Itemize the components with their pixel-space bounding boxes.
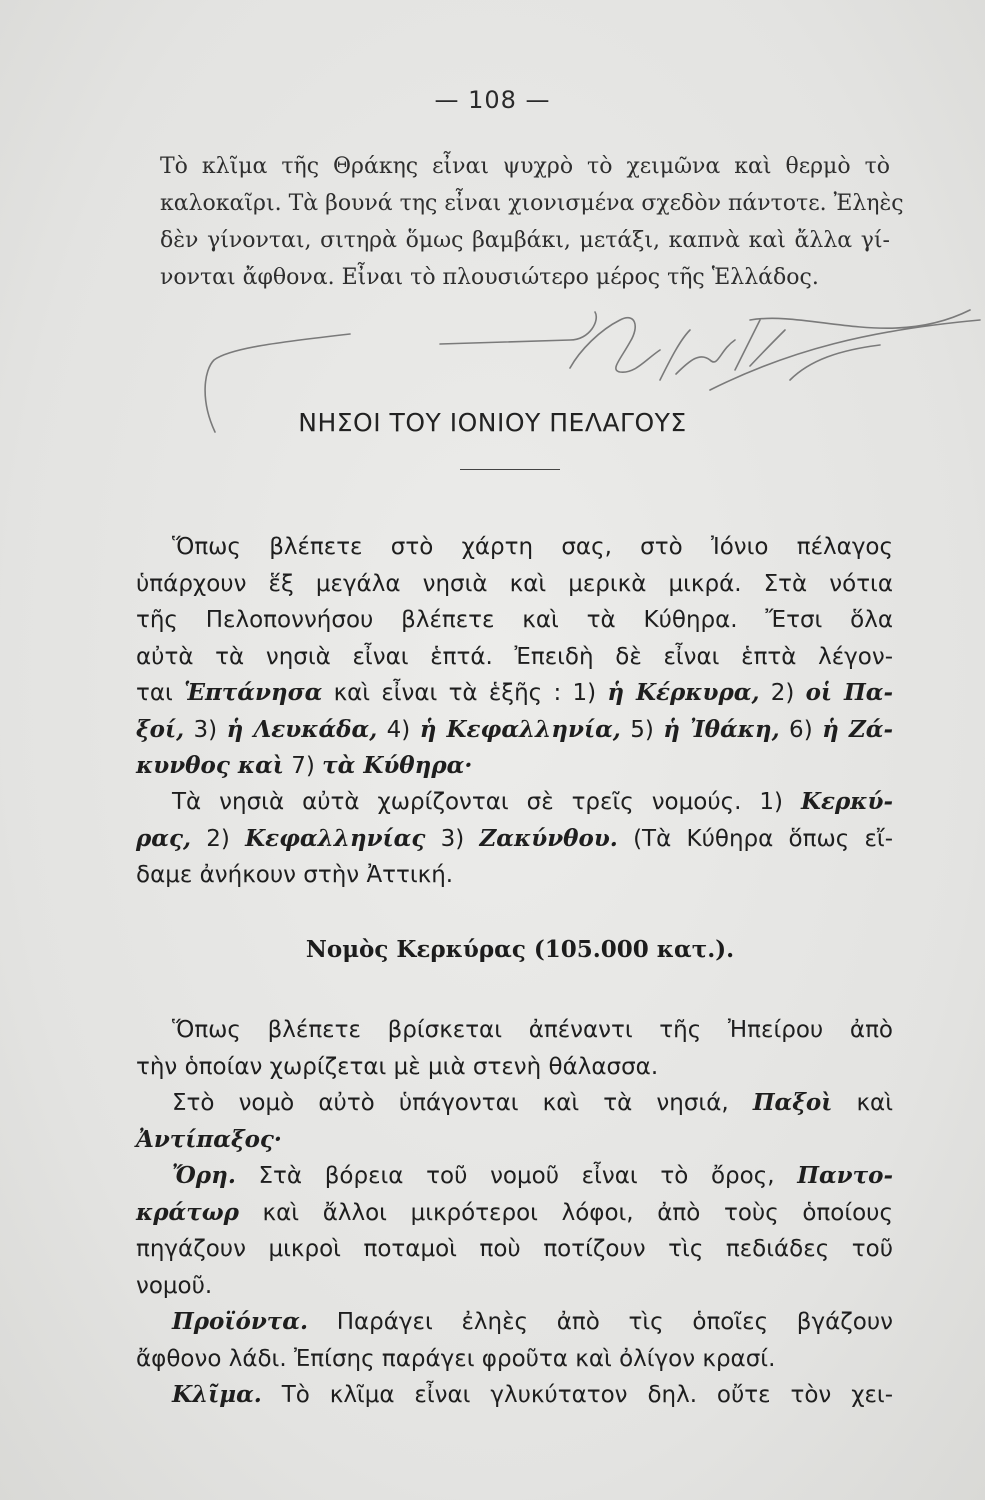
text-line: Ἀντίπαξος· (136, 1125, 282, 1153)
section1-paragraph1 (136, 529, 893, 785)
text-line: τὴν ὁποίαν χωρίζεται μὲ μιὰ στενὴ θάλασσα. (136, 1053, 659, 1080)
text-line: κυνθος καὶ 7) τὰ Κύθηρα· (136, 752, 473, 779)
text-line: Ὅπως βλέπετε βρίσκεται ἀπέναντι τῆς Ἠπείρου ἀπὸ (172, 1017, 893, 1043)
divider (460, 469, 560, 470)
page-number: — 108 — (434, 86, 551, 114)
intro-paragraph (160, 148, 904, 296)
text-line: Ὅπως βλέπετε στὸ χάρτη σας, στὸ Ἰόνιο πέλαγος (172, 534, 893, 560)
text-line: ὑπάρχουν ἕξ μεγάλα νησιὰ καὶ μερικὰ μικρά. Στὰ νότια (136, 570, 893, 597)
text-line: Τὰ νησιὰ αὐτὰ χωρίζονται σὲ τρεῖς νομούς. 1) Κερκύ- (172, 788, 893, 815)
section-heading: ΝΗΣΟΙ ΤΟΥ ΙΟΝΙΟΥ ΠΕΛΑΓΟΥΣ (298, 408, 687, 437)
section-subheading: Νομὸς Κερκύρας (105.000 κατ.). (305, 936, 735, 963)
text-line: Προϊόντα. Παράγει ἐληὲς ἀπὸ τὶς ὁποῖες βγάζουν (172, 1308, 893, 1335)
text-line: ξοί, 3) ἡ Λευκάδα, 4) ἡ Κεφαλληνία, 5) ἡ Ἰθάκη, 6) ἡ Ζά- (136, 715, 893, 743)
text-line: καλοκαῖρι. Τὰ βουνά της εἶναι χιονισμένα σχεδὸν πάντοτε. Ἐληὲς (160, 191, 904, 216)
text-line: δαμε ἀνήκουν στὴν Ἀττική. (136, 862, 454, 888)
text-line: Ὄρη. Στὰ βόρεια τοῦ νομοῦ εἶναι τὸ ὄρος, Παντο- (172, 1162, 893, 1189)
text-line: νομοῦ. (136, 1272, 213, 1299)
text-line: δὲν γίνονται, σιτηρὰ ὅμως βαμβάκι, μετάξι, καπνὰ καὶ ἄλλα γί- (160, 228, 890, 253)
text-line: πηγάζουν μικροὶ ποταμοὶ ποὺ ποτίζουν τὶς πεδιάδες τοῦ (136, 1236, 893, 1262)
text-line: τῆς Πελοποννήσου βλέπετε καὶ τὰ Κύθηρα. Ἔτσι ὅλα (136, 607, 893, 633)
text-line: ἄφθονο λάδι. Ἐπίσης παράγει φροῦτα καὶ ὀλίγον κρασί. (136, 1345, 776, 1372)
text-line: ται Ἑπτάνησα καὶ εἶναι τὰ ἑξῆς : 1) ἡ Κέρκυρα, 2) οἱ Πα- (136, 679, 893, 706)
text-line: ρας, 2) Κεφαλληνίας 3) Ζακύνθου. (Τὰ Κύθηρα ὅπως εἴ- (136, 824, 894, 852)
text-line: κράτωρ καὶ ἄλλοι μικρότεροι λόφοι, ἀπὸ τοὺς ὁποίους (136, 1198, 893, 1226)
text-line: νονται ἄφθονα. Εἶναι τὸ πλουσιώτερο μέρος τῆς Ἑλλάδος. (160, 265, 819, 290)
section1-paragraph2 (136, 784, 893, 894)
text-line: Στὸ νομὸ αὐτὸ ὑπάγονται καὶ τὰ νησιά, Παξοὶ καὶ (172, 1089, 893, 1116)
text-line: Κλῖμα. Τὸ κλῖμα εἶναι γλυκύτατον δηλ. οὔτε τὸν χει- (172, 1381, 893, 1408)
section2-text (136, 1012, 893, 1414)
text-line: αὐτὰ τὰ νησιὰ εἶναι ἑπτά. Ἐπειδὴ δὲ εἶναι ἑπτὰ λέγον- (136, 643, 893, 670)
text-line: Τὸ κλῖμα τῆς Θράκης εἶναι ψυχρὸ τὸ χειμῶνα καὶ θερμὸ τὸ (160, 154, 890, 179)
